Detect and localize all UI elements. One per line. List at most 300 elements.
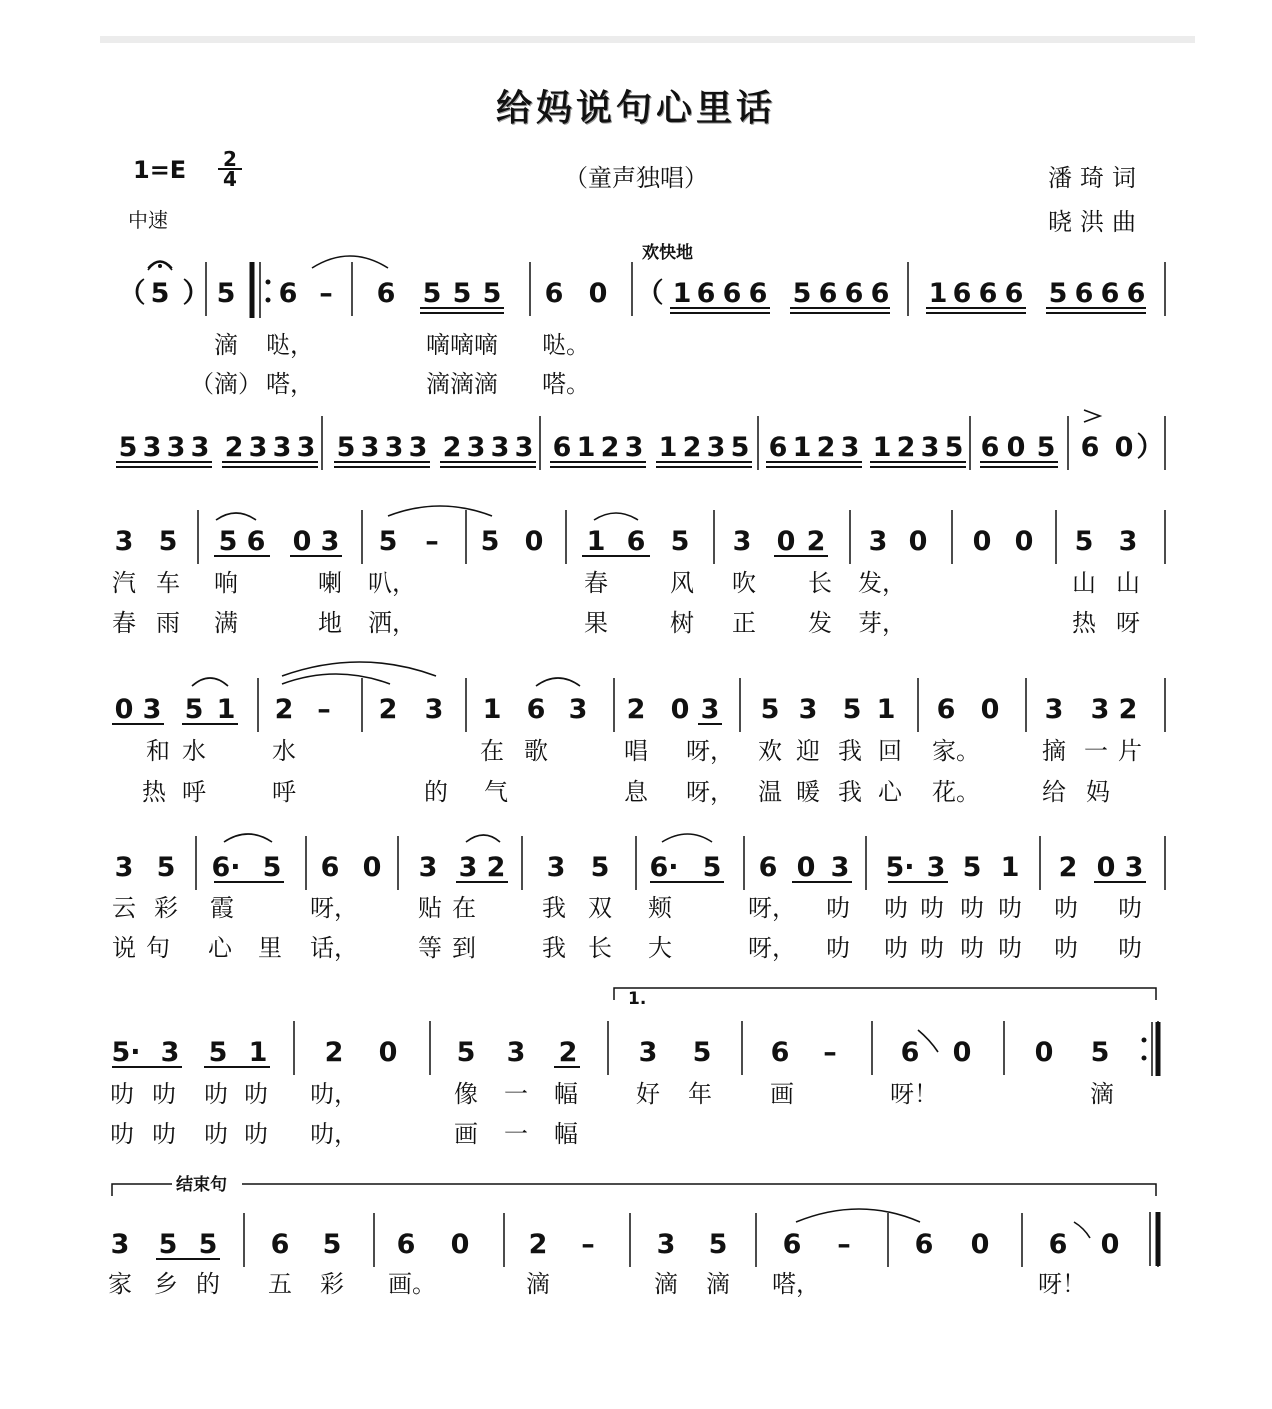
note: 3	[840, 432, 860, 463]
lyric-syllable: 发，	[858, 569, 906, 597]
note: 0	[1034, 1037, 1054, 1068]
lyric-syllable: 大	[648, 934, 672, 962]
note: 0	[908, 526, 928, 557]
note: 6	[376, 278, 396, 309]
note: 6	[1004, 278, 1024, 309]
note: 3	[926, 852, 946, 883]
note: 3	[700, 694, 720, 725]
lyric-syllable: 嘀嘀嘀	[426, 331, 498, 359]
lyric-syllable: 叻	[960, 894, 984, 922]
note: ）	[1136, 432, 1164, 463]
note: 5	[456, 1037, 476, 1068]
note: 5	[216, 278, 236, 309]
note: 3	[384, 432, 404, 463]
note: 3	[732, 526, 752, 557]
lyric-syllable: 画	[454, 1120, 478, 1148]
lyric-syllable: 滴	[1090, 1080, 1114, 1108]
lyric-syllable: 汽	[112, 569, 136, 597]
note: 2	[1118, 694, 1138, 725]
note: 6	[1074, 278, 1094, 309]
lyric-syllable: 好	[636, 1080, 660, 1108]
lyric-syllable: 满	[214, 609, 238, 637]
fermata	[148, 262, 172, 270]
note: –	[837, 1229, 851, 1260]
lyric-syllable: 哒。	[542, 331, 590, 359]
note: 3	[624, 432, 644, 463]
note: 0	[980, 694, 1000, 725]
note: 5	[842, 694, 862, 725]
lyric-syllable: 雨	[156, 609, 180, 637]
note: 5	[480, 526, 500, 557]
note: 5	[156, 852, 176, 883]
lyric-syllable: 嗒，	[266, 370, 314, 398]
note: 2	[626, 694, 646, 725]
lyric-syllable: 芽，	[858, 609, 906, 637]
note: 3	[798, 694, 818, 725]
lyric-syllable: 叻	[110, 1120, 134, 1148]
note: 0	[524, 526, 544, 557]
lyric-syllable: 叻	[998, 894, 1022, 922]
time-signature-bottom: 4	[223, 167, 237, 191]
note: 0	[776, 526, 796, 557]
lyric-syllable: 叻	[920, 934, 944, 962]
lyric-syllable: 叻	[920, 894, 944, 922]
time-signature-top: 2	[218, 150, 242, 170]
note: 5	[452, 278, 472, 309]
lyric-syllable: 回	[878, 737, 902, 765]
volta-bracket	[614, 988, 1156, 1000]
note: 6	[980, 432, 1000, 463]
lyric-syllable: 霞	[210, 894, 234, 922]
system-2	[116, 416, 1165, 470]
lyric-syllable: 响	[214, 569, 238, 597]
note: 5	[692, 1037, 712, 1068]
lyric-syllable: 叻	[152, 1080, 176, 1108]
note: 3	[458, 852, 478, 883]
note: 3	[1090, 694, 1110, 725]
lyric-syllable: 呀	[1116, 609, 1140, 637]
lyric-syllable: 温	[758, 778, 782, 806]
lyric-syllable: 的	[424, 778, 448, 806]
lyric-syllable: 唱	[624, 737, 648, 765]
note: 3	[830, 852, 850, 883]
note: 1	[872, 432, 892, 463]
note: 2	[274, 694, 294, 725]
note: 1	[928, 278, 948, 309]
lyric-syllable: 叻	[1054, 934, 1078, 962]
note: 6	[870, 278, 890, 309]
note: 5	[1074, 526, 1094, 557]
note: 2	[600, 432, 620, 463]
note: 2	[1058, 852, 1078, 883]
note: 1	[792, 432, 812, 463]
note: 3	[568, 694, 588, 725]
note: 6	[936, 694, 956, 725]
note: 2	[896, 432, 916, 463]
lyric-syllable: 呀，	[686, 737, 734, 765]
lyric-syllable: 暖	[796, 778, 820, 806]
note: 3	[110, 1229, 130, 1260]
note: ）	[182, 278, 210, 309]
lyric-syllable: 五	[268, 1270, 292, 1298]
lyric-syllable: 叻，	[310, 1120, 358, 1148]
note: 3	[638, 1037, 658, 1068]
note: 5	[590, 852, 610, 883]
lyric-syllable: 画	[770, 1080, 794, 1108]
lyric-syllable: 云	[112, 894, 136, 922]
lyric-syllable: 我	[542, 934, 566, 962]
lyric-syllable: 呀，	[748, 894, 796, 922]
lyric-syllable: 洒，	[368, 609, 416, 637]
note: 6	[844, 278, 864, 309]
note: 2	[528, 1229, 548, 1260]
repeat-start	[252, 262, 271, 318]
note: 1	[482, 694, 502, 725]
note: 0	[292, 526, 312, 557]
note: 6	[1080, 432, 1100, 463]
note: 1	[248, 1037, 268, 1068]
volta-label: 1.	[628, 989, 647, 1009]
note: 6	[914, 1229, 934, 1260]
music-systems	[108, 262, 1165, 1298]
note: 5	[336, 432, 356, 463]
note: 6	[782, 1229, 802, 1260]
lyric-syllable: 滴	[526, 1270, 550, 1298]
lyric-syllable: 在	[452, 894, 476, 922]
note: 5	[760, 694, 780, 725]
note: 3	[1044, 694, 1064, 725]
note: 0	[1100, 1229, 1120, 1260]
lyric-syllable: 叻	[998, 934, 1022, 962]
note: 1	[586, 526, 606, 557]
note: 2	[558, 1037, 578, 1068]
note: 6	[952, 278, 972, 309]
note: –	[319, 278, 333, 309]
lyric-syllable: 双	[588, 894, 612, 922]
lyric-syllable: 叻	[826, 894, 850, 922]
lyric-syllable: 乡	[154, 1270, 178, 1298]
note: 6	[278, 278, 298, 309]
lyric-syllable: 摘	[1042, 737, 1066, 765]
note: 3	[190, 432, 210, 463]
lyric-syllable: 哒，	[266, 331, 314, 359]
note: 3	[490, 432, 510, 463]
note: 1	[876, 694, 896, 725]
lyric-syllable: 心	[208, 934, 232, 962]
lyric-syllable: 热	[142, 778, 166, 806]
lyric-syllable: 家。	[932, 737, 980, 765]
note: 2	[442, 432, 462, 463]
composer: 晓洪曲	[1048, 208, 1144, 236]
note: 3	[868, 526, 888, 557]
lyric-syllable: 车	[156, 569, 180, 597]
lyric-syllable: 滴	[706, 1270, 730, 1298]
lyric-syllable: 说	[112, 934, 136, 962]
lyric-syllable: 呀！	[1038, 1270, 1086, 1298]
note: 3	[272, 432, 292, 463]
lyric-syllable: 滴	[214, 331, 238, 359]
lyric-syllable: 句	[146, 934, 170, 962]
lyric-syllable: 水	[272, 737, 296, 765]
system-3	[112, 510, 1165, 637]
note: 5	[708, 1229, 728, 1260]
lyric-syllable: 滴滴滴	[426, 370, 498, 398]
note: –	[581, 1229, 595, 1260]
lyric-syllable: 呀，	[686, 778, 734, 806]
lyric-syllable: 叻	[884, 934, 908, 962]
lyric-syllable: 等	[418, 934, 442, 962]
lyric-syllable: 我	[542, 894, 566, 922]
note: 6	[758, 852, 778, 883]
note: 5	[208, 1037, 228, 1068]
tempo-marking: 中速	[128, 208, 168, 232]
lyric-syllable: 歌	[524, 737, 548, 765]
note: 6	[900, 1037, 920, 1068]
note: 3	[248, 432, 268, 463]
note: 6	[270, 1229, 290, 1260]
note: 5	[118, 432, 138, 463]
lyric-syllable: 呼	[182, 778, 206, 806]
lyric-syllable: 春	[584, 569, 608, 597]
lyric-syllable: 年	[688, 1080, 712, 1108]
note: 0	[114, 694, 134, 725]
accent-mark	[1084, 410, 1100, 422]
lyric-syllable: 长	[808, 569, 832, 597]
lyric-syllable: 给	[1042, 778, 1066, 806]
note: 5	[322, 1229, 342, 1260]
note: 3	[166, 432, 186, 463]
note: 3	[514, 432, 534, 463]
note: 6	[552, 432, 572, 463]
note: 6	[770, 1037, 790, 1068]
system-4	[112, 678, 1165, 806]
note: 3	[142, 432, 162, 463]
lyric-syllable: 叻	[1054, 894, 1078, 922]
note: （	[118, 278, 146, 309]
lyric-syllable: 呼	[272, 778, 296, 806]
lyric-syllable: 水	[182, 737, 206, 765]
system-5	[112, 836, 1165, 962]
note: 5	[730, 432, 750, 463]
note: 1	[216, 694, 236, 725]
lyric-syllable: 发	[808, 609, 832, 637]
lyric-syllable: 叻，	[310, 1080, 358, 1108]
note: 6	[978, 278, 998, 309]
lyric-syllable: 气	[484, 778, 508, 806]
note: 3	[320, 526, 340, 557]
note: 5·	[111, 1037, 141, 1068]
note: 2	[378, 694, 398, 725]
lyric-syllable: 叻	[204, 1120, 228, 1148]
lyric-syllable: 片	[1118, 737, 1142, 765]
note: 0	[1014, 526, 1034, 557]
lyric-syllable: 到	[452, 934, 476, 962]
lyric-syllable: 树	[670, 609, 694, 637]
lyric-syllable: 春	[112, 609, 136, 637]
lyric-syllable: 叻	[960, 934, 984, 962]
lyric-syllable: 正	[732, 609, 756, 637]
note: 0	[362, 852, 382, 883]
lyric-syllable: 的	[196, 1270, 220, 1298]
note: 3	[1124, 852, 1144, 883]
song-title: 给妈说句心里话	[495, 87, 776, 129]
note: 5	[670, 526, 690, 557]
lyric-syllable: 迎	[796, 737, 820, 765]
note: 5	[792, 278, 812, 309]
lyric-syllable: 叻	[1118, 934, 1142, 962]
final-barline	[1150, 1212, 1158, 1266]
note: 5	[962, 852, 982, 883]
note: 2	[324, 1037, 344, 1068]
lyric-syllable: 幅	[554, 1080, 578, 1108]
lyric-syllable: 滴	[654, 1270, 678, 1298]
note: 2	[806, 526, 826, 557]
system-6	[110, 1021, 1158, 1148]
note: 3	[424, 694, 444, 725]
lyric-syllable: 叻	[826, 934, 850, 962]
note: 0	[450, 1229, 470, 1260]
lyric-syllable: 彩	[154, 894, 178, 922]
note: 5	[262, 852, 282, 883]
note: 3	[506, 1037, 526, 1068]
note: 0	[670, 694, 690, 725]
note: 2	[486, 852, 506, 883]
lyric-syllable: 呀，	[310, 894, 358, 922]
lyric-syllable: 叻	[152, 1120, 176, 1148]
note: 6	[696, 278, 716, 309]
note: 5	[158, 1229, 178, 1260]
note: 5	[1090, 1037, 1110, 1068]
system-7	[108, 1213, 1158, 1298]
note: 6	[544, 278, 564, 309]
note: 6	[626, 526, 646, 557]
ending-bracket	[112, 1184, 1156, 1196]
lyric-syllable: 和	[146, 737, 170, 765]
lyric-syllable: 风	[670, 569, 694, 597]
note: 5	[1036, 432, 1056, 463]
note: 5	[150, 278, 170, 309]
note: 0	[1114, 432, 1134, 463]
note: 0	[378, 1037, 398, 1068]
note: 6	[396, 1229, 416, 1260]
lyric-syllable: 叻	[244, 1080, 268, 1108]
note: 5	[1048, 278, 1068, 309]
note: 6	[320, 852, 340, 883]
note: 5	[158, 526, 178, 557]
note: –	[823, 1037, 837, 1068]
note: 3	[706, 432, 726, 463]
lyric-syllable: 幅	[554, 1120, 578, 1148]
system-1	[119, 262, 1166, 398]
note: 6	[818, 278, 838, 309]
note: 5·	[885, 852, 915, 883]
lyricist: 潘琦词	[1048, 164, 1144, 192]
lyric-syllable: 一	[504, 1120, 528, 1148]
note: 5	[482, 278, 502, 309]
lyric-syllable: 贴	[418, 894, 442, 922]
note: 5	[198, 1229, 218, 1260]
note: 3	[114, 852, 134, 883]
lyric-syllable: 在	[480, 737, 504, 765]
note: 2	[224, 432, 244, 463]
note: 5	[422, 278, 442, 309]
note: 6	[1100, 278, 1120, 309]
lyric-syllable: 话，	[310, 934, 358, 962]
expression-marking: 欢快地	[642, 243, 693, 263]
lyric-syllable: （滴）	[190, 370, 262, 398]
note: –	[317, 694, 331, 725]
lyric-syllable: 彩	[320, 1270, 344, 1298]
lyric-syllable: 山	[1116, 569, 1140, 597]
lyric-syllable: 家	[108, 1270, 132, 1298]
note: 6	[748, 278, 768, 309]
note: 3	[418, 852, 438, 883]
note: 6	[526, 694, 546, 725]
note: 1	[672, 278, 692, 309]
repeat-end	[1142, 1022, 1159, 1076]
note: 0	[1006, 432, 1026, 463]
note: 0	[952, 1037, 972, 1068]
note: –	[425, 526, 439, 557]
note: 0	[588, 278, 608, 309]
note: 0	[970, 1229, 990, 1260]
lyric-syllable: 叻	[204, 1080, 228, 1108]
note: 3	[408, 432, 428, 463]
note: 6	[246, 526, 266, 557]
lyric-syllable: 呀！	[890, 1080, 938, 1108]
lyric-syllable: 我	[838, 737, 862, 765]
note: 6·	[649, 852, 679, 883]
note: 0	[796, 852, 816, 883]
lyric-syllable: 我	[838, 778, 862, 806]
note: 3	[142, 694, 162, 725]
lyric-syllable: 吹	[732, 569, 756, 597]
lyric-syllable: 呀，	[748, 934, 796, 962]
lyric-syllable: 叻	[1118, 894, 1142, 922]
note: 1	[658, 432, 678, 463]
note: 3	[1118, 526, 1138, 557]
note: （	[636, 278, 664, 309]
note: 5	[702, 852, 722, 883]
note: 6	[1126, 278, 1146, 309]
lyric-syllable: 叻	[244, 1120, 268, 1148]
note: 6	[768, 432, 788, 463]
lyric-syllable: 叭，	[368, 569, 416, 597]
lyric-syllable: 里	[258, 934, 282, 962]
lyric-syllable: 地	[318, 609, 342, 637]
lyric-syllable: 像	[454, 1080, 478, 1108]
note: 1	[1000, 852, 1020, 883]
lyric-syllable: 一	[504, 1080, 528, 1108]
note: 3	[920, 432, 940, 463]
lyric-syllable: 妈	[1086, 778, 1110, 806]
note: 3	[114, 526, 134, 557]
lyric-syllable: 叻	[884, 894, 908, 922]
note: 3	[656, 1229, 676, 1260]
note: 5	[944, 432, 964, 463]
note: 5	[378, 526, 398, 557]
lyric-syllable: 息	[624, 778, 648, 806]
subtitle: （童声独唱）	[564, 164, 708, 192]
lyric-syllable: 一	[1084, 737, 1108, 765]
lyric-syllable: 颊	[648, 894, 672, 922]
note: 3	[160, 1037, 180, 1068]
note: 3	[546, 852, 566, 883]
lyric-syllable: 热	[1072, 609, 1096, 637]
note: 2	[682, 432, 702, 463]
note: 1	[576, 432, 596, 463]
note: 3	[466, 432, 486, 463]
